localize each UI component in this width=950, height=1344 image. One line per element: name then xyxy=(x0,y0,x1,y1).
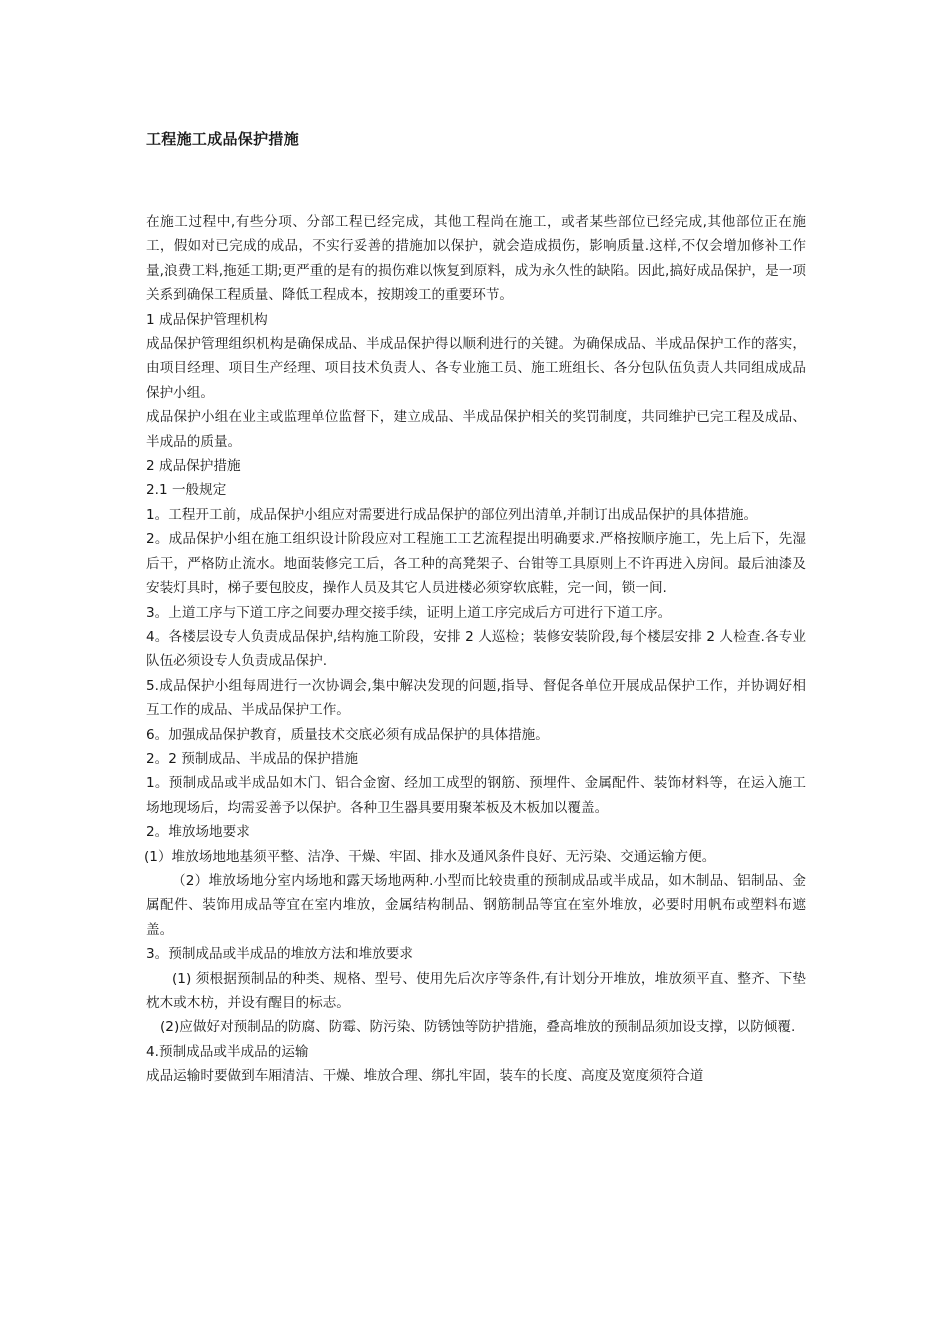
list-item: 1。预制成品或半成品如木门、铝合金窗、经加工成型的钢筋、预埋件、金属配件、装饰材料等，在运入施工场地现场后，均需妥善予以保护。各种卫生器具要用聚苯板及木板加以覆盖。 xyxy=(146,775,806,816)
paragraph: 成品保护管理组织机构是确保成品、半成品保护得以顺利进行的关键。为确保成品、半成品保护工作的落实，由项目经理、项目生产经理、项目技术负责人、各专业施工员、施工班组长、各分包队伍负责人共同组成成品保护小组。 xyxy=(146,336,806,401)
list-item: 6。加强成品保护教育，质量技术交底必须有成品保护的具体措施。 xyxy=(146,726,549,743)
document-title: 工程施工成品保护措施 xyxy=(146,130,300,148)
sub-list-item: (1) 须根据预制品的种类、规格、型号、使用先后次序等条件,有计划分开堆放，堆放须平直、整齐、下垫枕木或木枋，并设有醒目的标志。 xyxy=(146,970,806,1011)
section-heading-1: 1 成品保护管理机构 xyxy=(146,311,268,328)
list-item: 2。成品保护小组在施工组织设计阶段应对工程施工工艺流程提出明确要求.严格按顺序施工，先上后下，先湿后干，严格防止流水。地面装修完工后，各工种的高凳架子、台钳等工具原则上不许再进入房间。最后油漆及安装灯具时，梯子要包胶皮，操作人员及其它人员进楼必须穿软底鞋，完一间，锁一间. xyxy=(146,531,806,597)
paragraph: 成品运输时要做到车厢清洁、干燥、堆放合理、绑扎牢固，装车的长度、高度及宽度须符合道 xyxy=(146,1068,704,1085)
subsection-heading-2-2: 2。2 预制成品、半成品的保护措施 xyxy=(146,750,358,767)
subsection-heading-2-1: 2.1 一般规定 xyxy=(146,482,227,499)
sub-list-item: （2）堆放场地分室内场地和露天场地两种.小型而比较贵重的预制成品或半成品，如木制品、铝制品、金属配件、装饰用成品等宜在室内堆放，金属结构制品、钢筋制品等宜在室外堆放，必要时用帆布或塑料布遮盖。 xyxy=(146,872,806,938)
list-item: 5.成品保护小组每周进行一次协调会,集中解决发现的问题,指导、督促各单位开展成品保护工作，并协调好相互工作的成品、半成品保护工作。 xyxy=(146,677,806,719)
list-item: 4。各楼层设专人负责成品保护,结构施工阶段，安排 2 人巡检；装修安装阶段,每个楼层安排 2 人检查.各专业队伍必须设专人负责成品保护. xyxy=(146,628,806,670)
document-body xyxy=(146,210,806,1089)
list-item: 3。预制成品或半成品的堆放方法和堆放要求 xyxy=(146,946,413,963)
list-item: 2。堆放场地要求 xyxy=(146,824,250,841)
list-item: 3。上道工序与下道工序之间要办理交接手续，证明上道工序完成后方可进行下道工序。 xyxy=(146,604,672,621)
sub-list-item: (2)应做好对预制品的防腐、防霉、防污染、防锈蚀等防护措施，叠高堆放的预制品须加设支撑，以防倾覆. xyxy=(160,1019,796,1036)
paragraph: 成品保护小组在业主或监理单位监督下，建立成品、半成品保护相关的奖罚制度，共同维护已完工程及成品、半成品的质量。 xyxy=(146,409,806,450)
list-item: 1。工程开工前，成品保护小组应对需要进行成品保护的部位列出清单,并制订出成品保护的具体措施。 xyxy=(146,506,758,523)
section-heading-2: 2 成品保护措施 xyxy=(146,458,241,475)
sub-list-item: (1）堆放场地地基须平整、洁净、干燥、牢固、排水及通风条件良好、无污染、交通运输方便。 xyxy=(144,848,716,865)
intro-paragraph: 在施工过程中,有些分项、分部工程已经完成，其他工程尚在施工，或者某些部位已经完成,其他部位正在施工，假如对已完成的成品，不实行妥善的措施加以保护，就会造成损伤，影响质量.这样,不仅会增加修补工作量,浪费工料,拖延工期;更严重的是有的损伤难以恢复到原料，成为永久性的缺陷。因此,搞好成品保护，是一项关系到确保工程质量、降低工程成本，按期竣工的重要环节。 xyxy=(146,214,806,304)
list-item: 4.预制成品或半成品的运输 xyxy=(146,1043,309,1060)
